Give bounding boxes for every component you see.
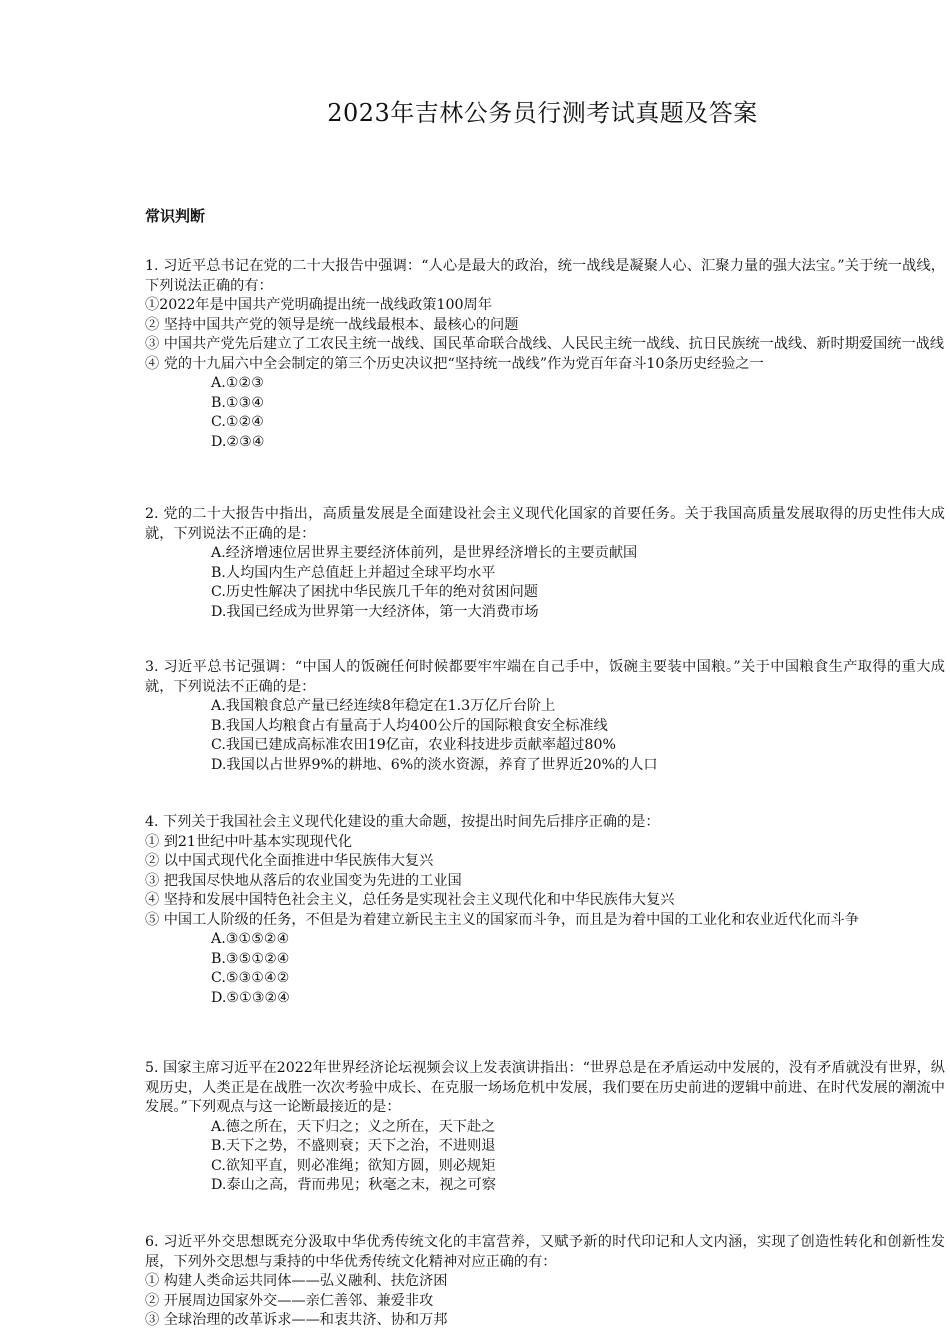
option-d: D.②③④ [211,433,265,450]
option-c: C.⑤③①④② [211,970,290,986]
option-b: B.我国人均粮食占有量高于人均400公斤的国际粮食安全标准线 [211,717,608,734]
question-item: ①2022年是中国共产党明确提出统一战线政策100周年 [145,297,492,313]
question-item: ④ 党的十九届六中全会制定的第三个历史决议把“坚持统一战线”作为党百年奋斗10条历史经验之一 [145,355,764,372]
question-item: ③ 中国共产党先后建立了工农民主统一战线、国民革命联合战线、人民民主统一战线、抗日民族统一战线、新时期爱国统一战线 [145,336,945,352]
option-a: A.我国粮食总产量已经连续8年稳定在1.3万亿斤台阶上 [211,698,556,714]
option-b: B.人均国内生产总值赶上并超过全球平均水平 [211,564,496,581]
section-heading: 常识判断 [145,207,206,225]
question-item: ③ 全球治理的改革诉求——和衷共济、协和万邦 [145,1312,448,1328]
option-b: B.③⑤①②④ [211,950,290,967]
question-stem: 4. 下列关于我国社会主义现代化建设的重大命题，按提出时间先后排序正确的是： [145,814,660,830]
question-item: ② 以中国式现代化全面推进中华民族伟大复兴 [145,853,434,869]
question-stem: 6. 习近平外交思想既充分汲取中华优秀传统文化的丰富营养，又赋予新的时代印记和人文内涵，实现了创造性转化和创新性发展，下列外交思想与秉持的中华优秀传统文化精神对应正确的有： [145,1234,945,1270]
question-item: ② 坚持中国共产党的领导是统一战线最根本、最核心的问题 [145,316,519,333]
question-item: ① 到21世纪中叶基本实现现代化 [145,833,353,850]
question-item: ⑤ 中国工人阶级的任务，不但是为着建立新民主主义的国家而斗争，而且是为着中国的工业化和农业近代化而斗争 [145,911,859,928]
option-a: A.③①⑤②④ [211,931,290,947]
option-a: A.德之所在，天下归之；义之所在，天下赴之 [211,1118,496,1135]
option-b: B.①③④ [211,394,265,411]
option-d: D.⑤①③②④ [211,989,290,1006]
option-b: B.天下之势，不盛则衰；天下之治，不进则退 [211,1138,496,1154]
question-item: ① 构建人类命运共同体——弘义融利、扶危济困 [145,1273,448,1289]
option-c: C.欲知平直，则必准绳；欲知方圆，则必规矩 [211,1157,496,1174]
question-stem: 1. 习近平总书记在党的二十大报告中强调：“人心是最大的政治，统一战线是凝聚人心、汇聚力量的强大法宝。”关于统一战线，下列说法正确的有： [145,258,945,294]
question-item: ④ 坚持和发展中国特色社会主义，总任务是实现社会主义现代化和中华民族伟大复兴 [145,892,675,908]
question-stem: 3. 习近平总书记强调：“中国人的饭碗任何时候都要牢牢端在自己手中，饭碗主要装中国粮。”关于中国粮食生产取得的重大成就，下列说法不正确的是： [145,659,945,695]
option-a: A.经济增速位居世界主要经济体前列，是世界经济增长的主要贡献国 [211,545,638,561]
option-c: C.历史性解决了困扰中华民族几千年的绝对贫困问题 [211,584,538,600]
question-4 [145,813,945,1008]
question-1 [145,257,945,452]
question-item: ② 开展周边国家外交——亲仁善邻、兼爱非攻 [145,1292,434,1309]
question-2 [145,505,945,622]
question-stem: 5. 国家主席习近平在2022年世界经济论坛视频会议上发表演讲指出：“世界总是在矛盾运动中发展的，没有矛盾就没有世界，纵观历史，人类正是在战胜一次次考验中成长、在克服一场场危机中发展，我们要在历史前进的逻辑中前进、在时代发展的潮流中发展。”下列观点与这一论断最接近的是： [145,1060,945,1115]
question-6 [145,1233,945,1331]
option-a: A.①②③ [211,375,264,391]
question-5 [145,1059,945,1196]
option-d: D.泰山之高，背而弗见；秋毫之末，视之可察 [211,1177,496,1193]
question-item: ③ 把我国尽快地从落后的农业国变为先进的工业国 [145,872,462,889]
question-stem: 2. 党的二十大报告中指出，高质量发展是全面建设社会主义现代化国家的首要任务。关于我国高质量发展取得的历史性伟大成就，下列说法不正确的是： [145,506,945,542]
question-3 [145,658,945,775]
document-title: 2023年吉林公务员行测考试真题及答案 [327,99,758,127]
option-c: C.我国已建成高标准农田19亿亩，农业科技进步贡献率超过80% [211,737,616,753]
option-c: C.①②④ [211,414,265,430]
option-d: D.我国以占世界9%的耕地、6%的淡水资源，养育了世界近20%的人口 [211,756,658,773]
option-d: D.我国已经成为世界第一大经济体，第一大消费市场 [211,603,539,620]
